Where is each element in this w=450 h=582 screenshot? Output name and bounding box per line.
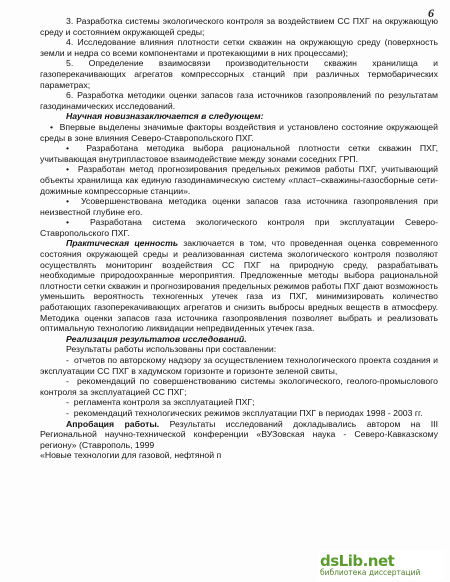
page-number: 6: [428, 6, 434, 20]
novelty-item-text: Усовершенствована методика оценки запасов газа источника газопроявления при неизвестной глубине его.: [40, 196, 438, 217]
dslib-subtitle: библиотека диссертаций: [320, 568, 421, 577]
novelty-item: [40, 122, 438, 143]
dslib-watermark[interactable]: [318, 550, 444, 580]
document-body: [40, 16, 438, 461]
novelty-item: [40, 217, 438, 238]
dash-icon: -: [66, 376, 78, 387]
dash-icon: -: [66, 355, 74, 365]
dash-icon: -: [66, 407, 74, 418]
novelty-item-text: Разработана методика выбора рациональной плотности сетки скважин ПХГ, учитывающая внутрипластовое взаимодействие между зонами соседних ГРП.: [40, 143, 439, 164]
novelty-item: [40, 164, 438, 196]
bullet-icon: •: [66, 164, 78, 175]
novelty-header: Научная новизназаключается в следующем:: [66, 111, 264, 122]
realization-item-text: отчетов по авторскому надзору за осуществлением технологического проекта создания и эксплуатации СС ПХГ в хадумском горизонте и горизонте зеленой свиты,: [40, 355, 438, 376]
realization-header: Реализация результатов исследований.: [66, 333, 247, 344]
task-item-4: 4. Исследование влияния плотности сетки скважин на окружающую среду (поверхность земли и недра со всеми компонентами и протекающими в них процессами);: [40, 37, 438, 58]
realization-item-text: регламента контроля за эксплуатацией ПХГ;: [73, 397, 255, 408]
realization-item-text: рекомендаций по совершенствованию системы экологического, геолого-промыслового контроля за эксплуатацией СС ПХГ;: [40, 376, 438, 397]
realization-item: [40, 408, 438, 419]
dash-icon: -: [66, 397, 74, 408]
practical-paragraph: [40, 238, 438, 333]
realization-item: [40, 376, 438, 397]
task-item-3: 3. Разработка системы экологического контроля за воздействием СС ПХГ на окружающую среду и состоянием окружающей среды;: [40, 16, 438, 37]
practical-header: Практическая ценность: [66, 238, 178, 249]
novelty-item-text: Разработан метод прогнозирования предельных режимов работы ПХГ, учитывающий объекты хранилища как единую газодинамическую систему «пласт–скважины-газосборные сети-дожимные компрессорные станции».: [40, 164, 438, 196]
task-item-6: 6. Разработка методики оценки запасов газа источников газопроявлений по результатам газодинамических исследований.: [40, 90, 438, 111]
realization-intro: Результаты работы использованы при составлении:: [66, 344, 277, 355]
realization-item: [40, 355, 438, 376]
approbation-text: Результаты исследований докладывались автором на III Региональной научно-технической конференции «ВУЗовская наука - Северо-Кавказскому региону» (Ставрополь, 1999: [40, 418, 438, 450]
realization-item: [40, 397, 438, 408]
practical-text: заключается в том, что проведенная оценка современного состояния окружающей среды и реализованная система экологического контроля позволяют осуществлять мониторинг воздействия СС ПХГ на природную среду, разрабатывать необходимые природоохранные мероприятия. Предложенные методы выбора рациональной плотности сетки скважин и прогнозирования предельных режимов работы ПХГ дают возможность уменьшить вероятность техногенных утечек газа из ПХГ, минимизировать количество работающих газоперекачивающих агрегатов и снизить выбросы вредных веществ в атмосферу. Методика оценки запасов газа источника газопроявления позволяет выбрать и реализовать оптимальную технологию ликвидации непредвиденных утечек газа.: [40, 238, 438, 334]
novelty-item-text: Впервые выделены значимые факторы воздействия и установлено состояние окружающей среды в зоне влияния Северо-Ставропольского ПХГ.: [40, 121, 438, 143]
approbation-header: Апробация работы.: [66, 418, 160, 429]
approbation-cut-line: «Новые технологии для газовой, нефтяной п: [40, 450, 222, 461]
novelty-item: [40, 196, 438, 217]
task-item-5: 5. Определение взаимосвязи производительности скважин хранилища и газоперекачивающих агрегатов компрессорных станций при различных термобарических параметрах;: [40, 58, 438, 90]
novelty-item: [40, 143, 438, 164]
approbation-paragraph: [40, 419, 438, 451]
novelty-item-text: Разработана система экологического контроля при эксплуатации Северо-Ставропольского ПХГ.: [40, 217, 438, 238]
bullet-icon: •: [66, 217, 91, 228]
realization-item-text: рекомендаций технологических режимов эксплуатации ПХГ в периодах 1998 - 2003 гг.: [73, 407, 423, 418]
bullet-icon: •: [66, 196, 81, 207]
bullet-icon: •: [50, 121, 60, 132]
dslib-logo: dsLib.net: [320, 552, 395, 570]
bullet-icon: •: [66, 143, 87, 154]
